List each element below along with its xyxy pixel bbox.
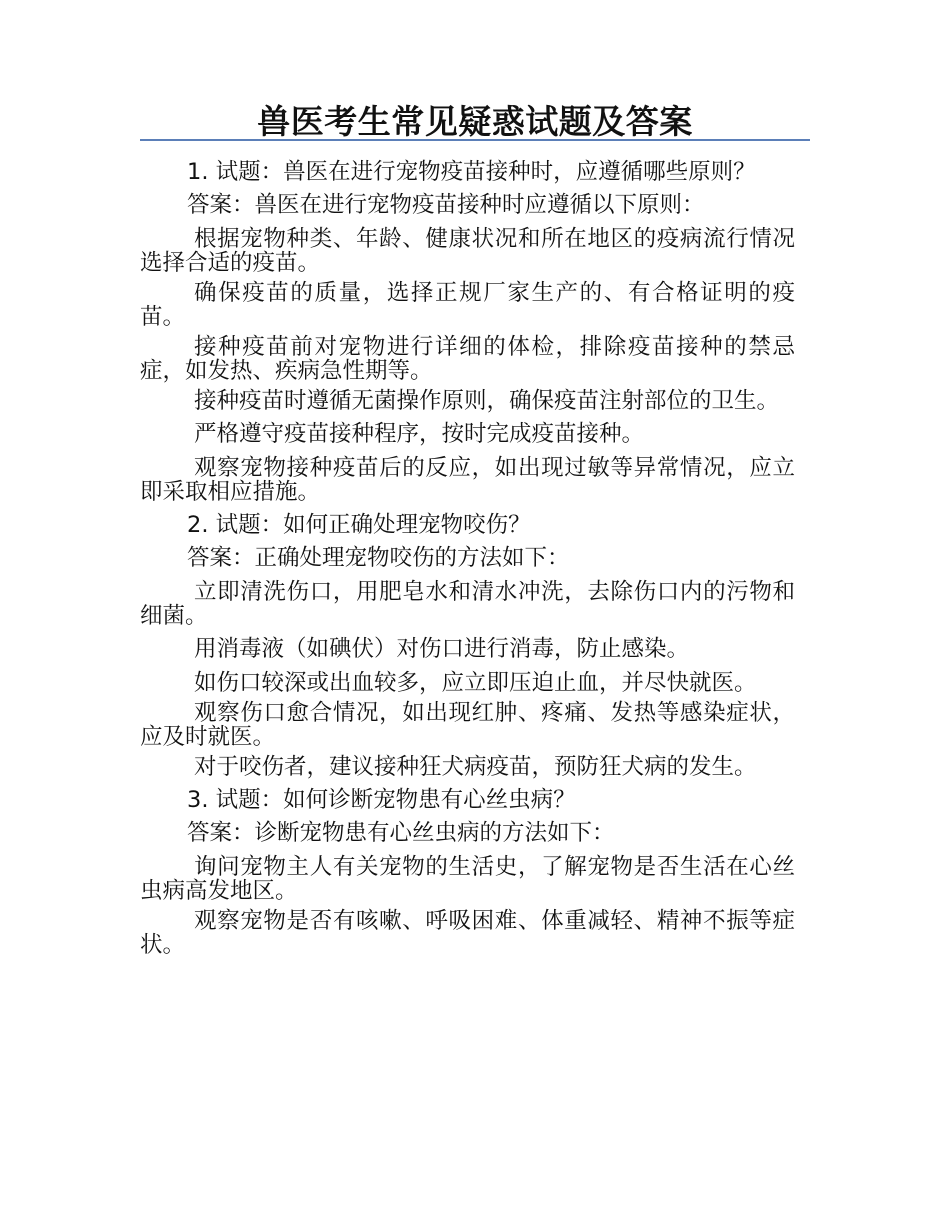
answer-1-item-4: 接种疫苗时遵循无菌操作原则，确保疫苗注射部位的卫生。 <box>194 388 780 414</box>
answer-3-item-2: 观察宠物是否有咳嗽、呼吸困难、体重减轻、精神不振等症状。 <box>140 908 795 958</box>
answer-1-item-3: 接种疫苗前对宠物进行详细的体检，排除疫苗接种的禁忌症，如发热、疾病急性期等。 <box>140 334 795 384</box>
question-2: 2. 试题：如何正确处理宠物咬伤？ <box>187 512 531 538</box>
title-underline <box>140 139 810 141</box>
document-title: 兽医考生常见疑惑试题及答案 <box>257 102 693 141</box>
answer-1-item-5: 严格遵守疫苗接种程序，按时完成疫苗接种。 <box>194 421 645 447</box>
answer-1-item-6: 观察宠物接种疫苗后的反应，如出现过敏等异常情况，应立即采取相应措施。 <box>140 455 795 505</box>
answer-2-item-5: 对于咬伤者，建议接种狂犬病疫苗，预防狂犬病的发生。 <box>194 754 757 780</box>
answer-3-item-1: 询问宠物主人有关宠物的生活史，了解宠物是否生活在心丝虫病高发地区。 <box>140 854 795 904</box>
question-1: 1. 试题：兽医在进行宠物疫苗接种时，应遵循哪些原则？ <box>187 159 756 185</box>
document-body <box>140 157 795 963</box>
answer-2-item-1: 立即清洗伤口，用肥皂水和清水冲洗，去除伤口内的污物和细菌。 <box>140 579 795 629</box>
answer-1: 答案：兽医在进行宠物疫苗接种时应遵循以下原则： <box>187 192 705 218</box>
answer-1-item-1: 根据宠物种类、年龄、健康状况和所在地区的疫病流行情况选择合适的疫苗。 <box>140 226 795 276</box>
answer-2-item-3: 如伤口较深或出血较多，应立即压迫止血，并尽快就医。 <box>194 670 757 696</box>
answer-2-item-4: 观察伤口愈合情况，如出现红肿、疼痛、发热等感染症状，应及时就医。 <box>140 700 795 750</box>
answer-2: 答案：正确处理宠物咬伤的方法如下： <box>187 545 570 571</box>
answer-2-item-2: 用消毒液（如碘伏）对伤口进行消毒，防止感染。 <box>194 636 690 662</box>
question-3: 3. 试题：如何诊断宠物患有心丝虫病？ <box>187 787 576 813</box>
answer-1-item-2: 确保疫苗的质量，选择正规厂家生产的、有合格证明的疫苗。 <box>140 280 795 330</box>
answer-3: 答案：诊断宠物患有心丝虫病的方法如下： <box>187 820 615 846</box>
